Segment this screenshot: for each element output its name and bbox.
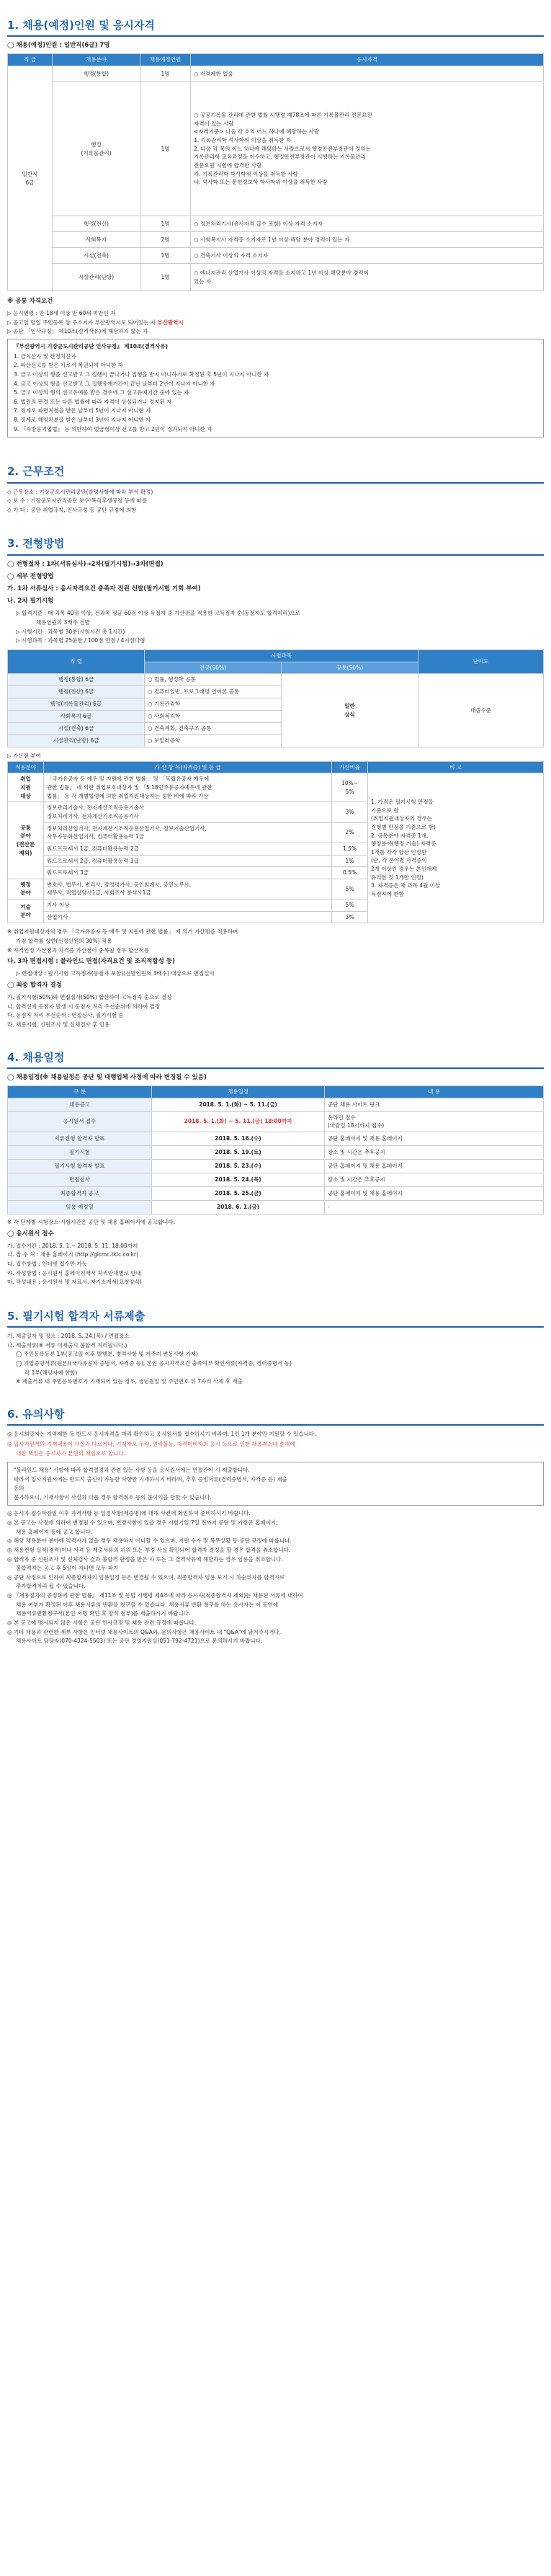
table-cell: ○ 사회복지학 [145, 711, 282, 723]
table-cell: ○ 공공기록물 관리에 관한 법률 시행령 제78조에 따른 기록물관리 전문요원 자격이 있는 사람 <자격기준> 다음 각 호의 어느 하나에 해당하는 사람 1. 기록관리학 석사학위 이상을 취득한 자 2. 다음 각 목의 어느 하나에 해당하는 사람으로서 행정안전부장관이 정하는 기록관리학 교육과정을 이수하고, 행정안전부장관이 시행하는 기록물관리 전문요원 시험에 합격한 사람 가. 기록관리학 학사학위 이상을 취득한 사람 나. 역사학 또는 문헌정보학 학사학위 이상을 취득한 사람 [191, 82, 544, 216]
table-cell: 사회복지 [53, 232, 140, 248]
table-cell: 5% [332, 900, 368, 912]
table-cell: 공단 홈페이지 및 채용 홈페이지 [325, 1132, 544, 1145]
schedule-notes [7, 1218, 544, 1287]
table-cell: 3% [332, 911, 368, 923]
table-cell: 행정(통합) 6급 [8, 674, 145, 686]
list-item: 3. 금고 이상의 형을 선고받고 그 집행이 끝나거나 집행을 받지 아니하기로 확정된 후 5년이 지나지 아니한 자 [14, 370, 269, 378]
work-condition: ◇ 근무장소 : 기장군도시관리공단(발령사항에 따라 부서 확정) [7, 488, 153, 495]
table-cell: 2018. 5. 16.(수) [152, 1132, 325, 1145]
doc-line: ◯ 주민등록등본 1부(공고일 이후 발행분, 병역사항 및 거주지 변동사항 기재) [16, 1351, 198, 1358]
section-6-rule [7, 1424, 544, 1426]
exam-header-common: 공통(50%) [282, 662, 418, 674]
doc-line: ※ 제출서류 내 주민등록번호가 기재되어 있는 경우, 생년월일 및 주민번호 뒤 7자리 삭제 후 제출 [16, 1378, 243, 1385]
table-cell: 사회복지 6급 [8, 711, 145, 723]
table-cell: ○ 법률, 행정학 공통 [145, 674, 282, 686]
table-cell: ○ 정보처리기사(유사자격 급수 포함) 이상 자격 소지자 [191, 216, 544, 232]
caution-line: 채용사이트 담당자(070-4324-5503) 또는 공단 경영지원실(051-792-4721)으로 문의하시기 바랍니다. [16, 1638, 263, 1645]
table-cell: 1명 [140, 248, 191, 264]
note-line: 라. 작성방법 : 응시원서 홈페이지에서 처리안내별로 안내 [7, 1269, 141, 1276]
table-cell: 행정(통합) [53, 66, 140, 82]
section-2-title: 2. 근무조건 [7, 465, 65, 479]
table-cell: 행정(전산) [53, 216, 140, 232]
list-item: 1. 금치산자 및 한정치산자 [14, 352, 76, 360]
caution-line: 채용 여부가 확정된 이후 채용서류의 반환을 청구할 수 있습니다. 채용서류 반환 청구를 하는 응시자는 이 동안에 [16, 1601, 279, 1608]
table-cell: 정보처리산업기사, 전자계산기조직응용산업기사, 정보기술산업기사, 사무자동화산업기사, 컴퓨터활용능력 1급 [44, 822, 332, 843]
note-line: 나. 접 수 처 : 채용 홈페이지 (http://gicmc.tkic.co.kr) [7, 1251, 138, 1258]
table-cell: 2018. 5. 25.(금) [152, 1186, 325, 1200]
schedule-header-kind: 구 분 [8, 1086, 152, 1098]
box-line: "블라인드 채용" 사항에 따라 합격결정과 관련 있는 사항 등을 응시원서에는 면접관이 시 제출합니다. [14, 1466, 250, 1473]
box-line: 불가하오니, 기재사항이 사실과 다를 경우 합격취소 등의 불이익을 당할 수 있습니다. [14, 1493, 212, 1501]
work-condition: ◇ 기 타 : 공단 취업규칙, 인사규정 등 공단 규정에 의함 [7, 506, 137, 513]
table-cell: 임용 예정일 [8, 1200, 152, 1214]
table-cell: 공단 홈페이지 및 채용 홈페이지 [325, 1186, 544, 1200]
note-line: 가점 합격률 상한(선정인원의 30%) 적용 [16, 937, 112, 944]
box-line: 동의 [14, 1485, 24, 1492]
table-cell: 필기시험 [8, 1145, 152, 1159]
exam-table [7, 649, 544, 747]
table-cell: ○ 컴퓨터일반, 프로그래밍 언어론 공통 [145, 686, 282, 698]
table-cell: 기술 분야 [8, 900, 44, 923]
list-item: 9. 『자방공기업법』 등 위반하여 벌금형이상 선고를 받고 2년이 경과되지 아니한 자 [14, 425, 212, 432]
table-cell: 2018. 5. 19.(토) [152, 1145, 325, 1159]
bonus-header-note: 비 고 [368, 761, 544, 773]
table-cell: 2018. 5. 24.(목) [152, 1173, 325, 1186]
common-link[interactable]: 부산광역시 [157, 319, 184, 326]
exam-header-level: 난이도 [418, 649, 544, 673]
selection-process: ◯ 전형절차 : 1차(서류심사)→2차(필기시험)→3차(면접) [7, 560, 163, 568]
recruit-header-grade: 직 급 [8, 54, 53, 66]
table-cell: 3% [332, 802, 368, 822]
doc-line: 가. 제출일자 및 장소 : 2018. 5. 24.(목) / 면접장소 [7, 1333, 130, 1340]
table-cell: 채용공고 [8, 1098, 152, 1111]
table-cell: 장소 및 시간은 추후공지 [325, 1145, 544, 1159]
note-line: 다. 접수방법 : 인터넷 접수만 가능 [7, 1260, 88, 1267]
table-cell: 응시원서 접수 [8, 1111, 152, 1132]
step2-title: 나. 2차 필기시험 [7, 598, 54, 605]
common-item-text: ▷ 공고일 당일 주민등록 상 주소지가 부산광역시로 되어있는 자 [7, 319, 156, 326]
caution-red: 대한 책임은 응시자가 본인의 책임으로 합니다. [16, 1450, 125, 1457]
table-cell: 1.5% [332, 843, 368, 855]
note-line: 다. 3차 면접시험 : 블라인드 면접(자격요건 및 조직적합성 등) [7, 958, 175, 966]
caution-line: ◎ 공단 사정으로 인하여 최종합격자의 임용일정 등은 변경될 수 있으며, 최종합격자 임용 포기 시 차순위자를 합격자로 [7, 1573, 285, 1581]
table-cell: ○ 건축기사 이상의 자격 소지자 [191, 248, 544, 264]
table-cell: 공단 채용 사이트 링크 [325, 1098, 544, 1111]
bonus-header-item: 가 산 항 목(자격증) 및 등 급 [44, 761, 332, 773]
recruit-header-qual: 응시자격 [191, 54, 544, 66]
selection-notes [7, 928, 544, 1029]
caution-line: ◎ 본 공고에 명시되지 않은 사항은 공단 인사규정 및 채용 관련 규정에 따릅니다. [7, 1619, 197, 1626]
bonus-note: 1. 가점은 필기시험 만점을 기준으로 함 (취업지원대상자의 경우는 전형별 만점을 기준으로 함) 2. 공통분야 자격증 1개, 행정분야(행정 기술) 자격증 1개를 각각 합산 인정함 (단, 각 분야별 자격증이 2개 이상인 경우는 본인에게 유리한 것 1개만 인정) 3. 자격증은 채 과목 4월 이상 득점자에 한함 [368, 773, 544, 923]
bonus-header-group: 적용분야 [8, 761, 44, 773]
table-cell: ○ 기록관리학 [145, 698, 282, 711]
section-1-title: 1. 채용(예정)인원 및 응시자격 [7, 19, 155, 32]
caution-line: 불합격자는 공고 후 5일이 지나면 모두 파기 [16, 1565, 119, 1572]
table-cell: 1명 [140, 66, 191, 82]
table-cell: 행정 분야 [8, 879, 44, 899]
table-cell: 행정(전산) 6급 [8, 686, 145, 698]
caution-line: ◎ 본 공고는 사정에 의하여 변경될 수 있으며, 변경사항이 있을 경우 시험기일 7일 전까지 공단 및 기장군 홈페이지, [7, 1519, 278, 1527]
note-line: ◯ 최종 합격자 결정 [7, 981, 62, 989]
table-cell: 산업기사 [44, 911, 332, 923]
recruit-header-field: 채용분야 [53, 54, 140, 66]
exam-level: 대졸수준 [418, 674, 544, 747]
table-cell: 1명 [140, 264, 191, 291]
step2-line: ▷ 시험시간 : 과목별 30분(시험시간 총 1시간) [16, 628, 125, 635]
table-cell: ○ 보일러공학 [145, 735, 282, 747]
schedule-subtitle: ◯ 채용일정(※ 채용일정은 공단 및 대행업체 사정에 따라 변경될 수 있음) [7, 1073, 207, 1081]
table-cell: 취업 지원 대상 [8, 773, 44, 802]
section-3-title: 3. 전형방법 [7, 537, 65, 551]
section-3-rule [7, 554, 544, 556]
bonus-title: ▷ 가산점 부여 [7, 752, 41, 760]
common-item [7, 319, 544, 327]
selection-detail-title: ◯ 세부 전형방법 [7, 572, 54, 580]
doc-line: 나. 제출서류(※ 서류 미제출시 불합격 처리됩니다.) [7, 1341, 127, 1349]
caution-line: ◎ 응시희망자는 지역제한 등 반드시 응시자격을 미리 확인하고 응시원서를 접수하시기 바라며, 1인 1개 분야만 지원할 수 있습니다. [7, 1431, 316, 1438]
section-1-subtitle: ◯ 채용(예정)인원 : 일반직(6급) 7명 [7, 42, 110, 50]
caution-line: ◎ 합격자 중 신원조사 및 신체검사 결과 불합격 판정을 받은 자 또는 그 결격사유에 해당하는 경우 임용을 취소합니다. [7, 1555, 283, 1563]
doc-line: 각 1부(해당자에 한함) [24, 1369, 78, 1376]
table-cell: 최종합격자 공고 [8, 1186, 152, 1200]
table-cell: 시설관리(난방) 6급 [8, 735, 145, 747]
exam-header-subject: 시험과목 [145, 649, 418, 662]
step1-title: 가. 1차 서류심사 : 응시자격요건 충족자 전원 선발(필기시험 기회 부여) [7, 585, 201, 593]
schedule-header-desc: 내 용 [325, 1086, 544, 1098]
table-cell: 2018. 5. 1.(화) ~ 5. 11.(금) 18:00까지 [152, 1111, 325, 1132]
table-cell: 면접심사 [8, 1173, 152, 1186]
table-cell: 5% [332, 879, 368, 899]
list-item: 4. 금고 이상의 형을 선고받고 그 집행유예기간이 끝난 날부터 2년이 지나지 아니한 자 [14, 380, 215, 387]
section-5-rule [7, 1326, 544, 1328]
note-line: ▷ 면접대상 : 필기시험 고득점자(동점자 포함)(선발인원의 3배수) 대상으로 면접실시 [16, 970, 215, 977]
exam-header-field: 직 렬 [8, 649, 145, 673]
list-item: 6. 법원의 판결 또는 다른 법률에 따라 자격이 상실되거나 정지된 자 [14, 398, 172, 405]
note-line: ◯ 응시원서 접수 [7, 1230, 54, 1238]
table-cell: 공통 분야 (전산분 제외) [8, 802, 44, 879]
caution-red: ◎ 입사지원서의 기재내용이 사실과 다르거나, 기재착오 누락, 연락불능, 자격미비자의 응시 등으로 인한 채용취소나 손해에 [7, 1440, 295, 1447]
common-item: ▷ 공단 「인사규정」 제10조(결격사유)에 해당하지 않는 자 [7, 328, 148, 335]
table-cell: 「국가유공자 등 예우 및 지원에 관한 법률」 및 「독립유공자 예우에 관한 법률」 에 의한 취업보호대상자 및 「5.18민주유공자예우에 관한 법률」 등 각 개별법령에 의한 취업지원대상자는 정한 비에 따라 가산 [44, 773, 332, 802]
table-cell: 워드프로세서 2급, 컴퓨터활용능력 3급 [44, 855, 332, 867]
section-4-title: 4. 채용일정 [7, 1050, 65, 1064]
table-cell: 워드프로세서 3급 [44, 867, 332, 879]
table-cell: 시설관리(난방) [53, 264, 140, 291]
table-cell: 변호사, 법무사, 변리사, 감정평가사, 공인회계사, 공인노무사, 세무사, 직업상담사1급, 사회조사 분석사1급 [44, 879, 332, 899]
caution-line: ◎ 응시자 접수마감일 이후 자격사항 등 일정사항(제증명)에 대해 사전에 확인하여 준비하시기 바랍니다. [7, 1510, 251, 1517]
table-cell: 필기시험 합격자 발표 [8, 1159, 152, 1173]
section-5-title: 5. 필기시험 합격자 서류제출 [7, 1309, 145, 1323]
note-line: ※ 자격인정 가산점과 자격증 가산점이 중복될 경우 합산적용 [7, 946, 149, 954]
work-condition: ◇ 보 수 : 기장군도시관리공단 보수·복리후생규정 등에 따름 [7, 497, 148, 505]
table-cell: 온라인 접수 (마감일 18시까지 접수) [325, 1111, 544, 1132]
table-cell: ○ 자격제한 없음 [191, 66, 544, 82]
recruit-table [7, 53, 544, 291]
table-cell: 시설(건축) 6급 [8, 723, 145, 735]
step2-line: ▷ 시험과목 : 과목별 25문항 / 100점 만점 / 4지선다형 [16, 637, 145, 644]
doc-line: ◯ 기업증빙서류(원본)(국가유공자 증명서, 자격증 등), 본인 응시자격요건 충족여부 확인서류(자격증, 경력증명서 등) [16, 1359, 292, 1367]
caution-line: 채용서류반환청구서(본인 서명 확인 후 양식 첨부)를 제출하시기 바랍니다. [16, 1610, 191, 1617]
list-item: 7. 징계로 파면처분을 받은 날부터 5년이 지나지 아니한 자 [14, 407, 151, 414]
recruit-header-count: 채용예정인원 [140, 54, 191, 66]
disqualification-box [7, 339, 544, 438]
note-line: ※ 취업지원대상자의 경우 「국가유공자 등 예우 및 지원에 관한 법률」 에 의거 가산점을 적용하며 [7, 928, 238, 936]
note-line: 가. 필기시험(50%)와 면접심사(50%) 합산하여 고득점자 순으로 결정 [7, 994, 172, 1001]
list-item: 2. 파산선고를 받은 자로서 복권되지 아니한 자 [14, 362, 123, 369]
box-line: 따라서 입사지원서에는 반드시 출신이 가능한 사항만 기재하시기 바라며, 추후 증빙서류(경력증명서, 자격증 등) 제출 [14, 1475, 287, 1483]
bonus-table [7, 761, 544, 924]
table-cell: 워드프로세서 1급, 컴퓨터활용능력 2급 [44, 843, 332, 855]
table-cell: 행정 (기록물관리) [53, 82, 140, 216]
list-item: 8. 징계로 해임처분을 받은 날부터 3년이 지나지 아니한 자 [14, 417, 151, 424]
table-cell: 기사 이상 [44, 900, 332, 912]
table-cell: 장소 및 시간은 추후공지 [325, 1173, 544, 1186]
section-2-rule [7, 482, 544, 484]
table-cell: ○ 건축계획, 건축구조 공통 [145, 723, 282, 735]
table-cell: 2명 [140, 232, 191, 248]
table-cell: 정보관리기술사, 전자계산조직응용기술사 정보처리기사, 전자계산기조직응용기사 [44, 802, 332, 822]
table-cell: 1% [332, 855, 368, 867]
blind-hiring-box [7, 1462, 544, 1506]
table-cell: 서류전형 합격자 발표 [8, 1132, 152, 1145]
bonus-header-rate: 가산비율 [332, 761, 368, 773]
caution-line: ◎ 해당 채용분야 분야에 적격자가 없을 경우 채용하지 아니할 수 있으며, 지원 수가 및 복무상황 등 공단 규정에 따릅니다. [7, 1537, 292, 1545]
table-cell: 2018. 6. 1.(금) [152, 1200, 325, 1214]
table-cell: 0.5% [332, 867, 368, 879]
disqualification-title: 『부산광역시 기장군도시관리공단 인사규정』 제10조(결격사유) [14, 343, 169, 350]
table-cell: - [325, 1200, 544, 1214]
section-6-title: 6. 유의사항 [7, 1407, 65, 1421]
caution-line: ◎ 『채용절차의 공정화에 관한 법률』 제11조 및 동법 시행령 제4조에 따라 응시자(최종합격자 제외)는 채용된 서류에 대하여 [7, 1592, 303, 1599]
table-cell: 2018. 5. 1.(화) ~ 5. 11.(금) [152, 1098, 325, 1111]
table-cell: 1명 [140, 216, 191, 232]
schedule-table [7, 1085, 544, 1214]
table-cell: 1명 [140, 82, 191, 216]
note-line: ※ 각 단계별 시험장소·시험시간은 공단 및 채용 홈페이지에 공고합니다. [7, 1218, 175, 1225]
caution-line: ◎ 채용전형 실적(경력)이나 자격 등 제출서류의 허위 또는 부정 사실 확인되어 합격자 결정을 할 경우 합격을 취소합니다. [7, 1546, 291, 1553]
caution-line: ◎ 기타 채용과 관련한 세부 사항은 인터넷 채용사이트의 Q&A와, 문의사항은 채용사이트 내 "Q&A"에 남겨주시거나, [7, 1628, 282, 1635]
note-line: 라. 채용시험, 신원조사 및 신체검사 후 임용 [7, 1021, 110, 1028]
step2-line: ▷ 합격기준 : 매 과목 40점 이상, 전과목 평균 60점 이상 득점자 중 가산점을 적용한 고득점자 순(동점자도 합격처리)으로 [16, 610, 300, 617]
table-cell: 10%~ 5% [332, 773, 368, 802]
recruit-grade: 일반직 6급 [8, 66, 53, 291]
table-cell: 2% [332, 822, 368, 843]
table-cell: ○ 사회복지사 자격증 소지자로 1년 이상 해당 분야 경력이 있는 자 [191, 232, 544, 248]
exam-header-major: 전공(50%) [145, 662, 282, 674]
caution-line: 추가합격처리 될 수 있습니다. [16, 1583, 86, 1590]
table-cell: 행정(기록물관리) 6급 [8, 698, 145, 711]
exam-common: 일반 상식 [282, 674, 418, 747]
note-line: 나. 합격선에 동점자 발생 시 동점자 처리 우선순위에 의하여 결정 [7, 1003, 161, 1010]
caution-line: 채용 홈페이지 등에 공고 합니다. [16, 1528, 93, 1535]
note-line: 다. 동점자 처리 우선순위 : 면접심사, 필기시험 순 [7, 1012, 124, 1019]
table-cell: 시설(건축) [53, 248, 140, 264]
list-item: 5. 금고 이상의 형의 선고유예를 받은 경우에 그 선고유예기간 중에 있는 자 [14, 389, 189, 396]
common-item: ▷ 응시연령 : 만 18세 이상 만 60세 미만인 자 [7, 310, 116, 317]
table-cell: ○ 에너지관리 산업기사 이상의 자격을 소지하고 1년 이상 해당분야 경력이 있는 자 [191, 264, 544, 291]
section-4-rule [7, 1067, 544, 1069]
common-title: ※ 공통 자격요건 [7, 298, 53, 306]
table-cell: 공단 홈페이지 및 채용 홈페이지 [325, 1159, 544, 1173]
table-cell: 2018. 5. 23.(수) [152, 1159, 325, 1173]
note-line: 마. 작성내용 : 응시원서 및 자료서, 자기소개서(요청양식) [7, 1279, 142, 1286]
note-line: 가. 접수기간 : 2018. 5. 1.~ 2018. 5. 11. 18:00까지 [7, 1242, 138, 1249]
section-1-rule [7, 35, 544, 37]
schedule-header-date: 채용일정 [152, 1086, 325, 1098]
step2-line: 채용인원의 3배수 선발 [36, 619, 90, 626]
